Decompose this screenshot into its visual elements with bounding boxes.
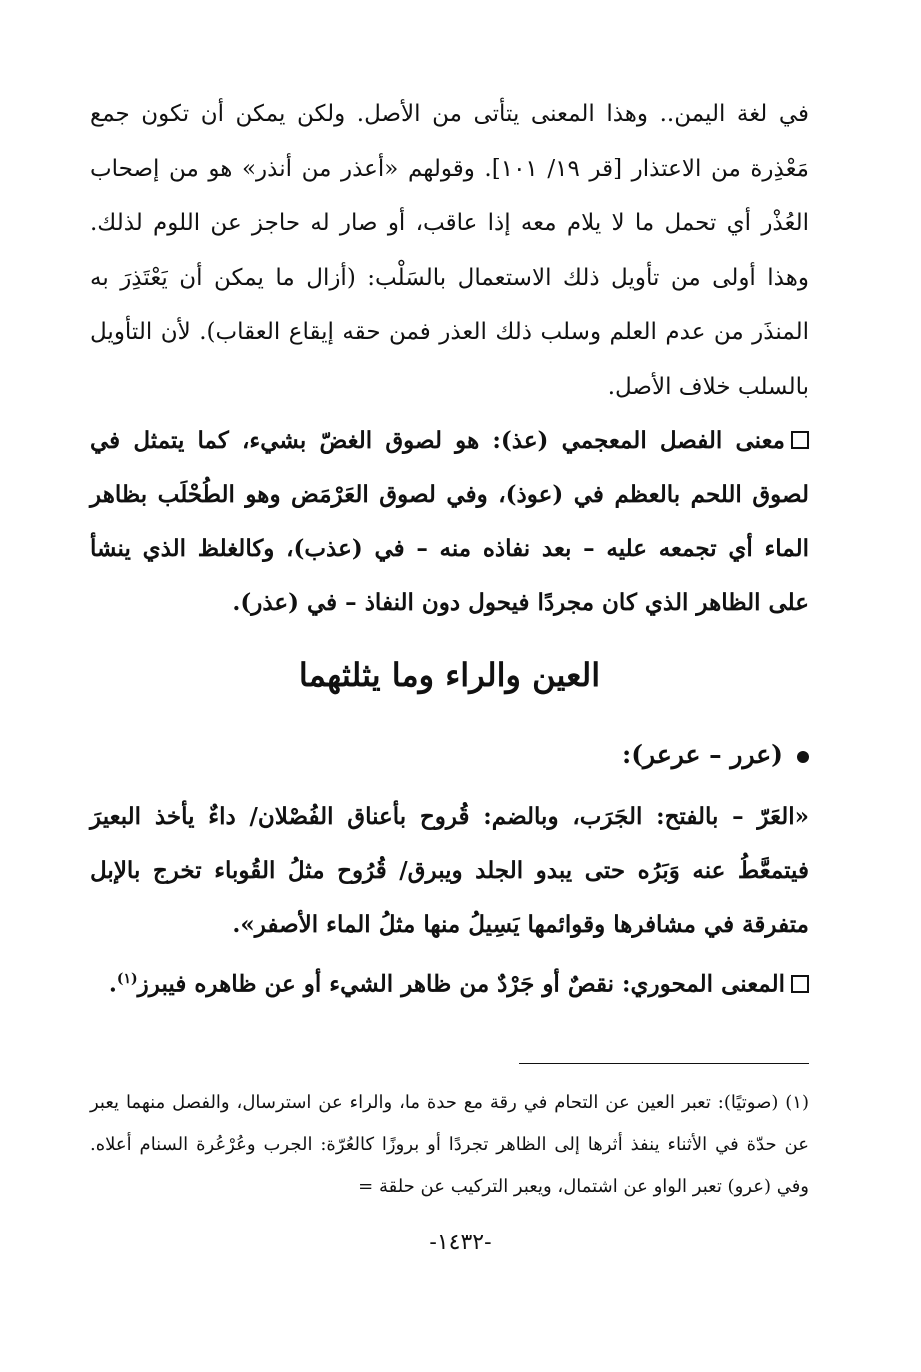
page-number: -١٤٣٢- — [429, 1230, 492, 1255]
entry-core-meaning — [90, 952, 809, 1012]
square-outline-icon — [791, 431, 809, 449]
paragraph-lexical-meaning — [90, 414, 809, 630]
entry-end-mark: . — [108, 970, 117, 998]
entry-title: (عرر – عرعر): — [622, 740, 783, 769]
footnote-reference[interactable]: (١) — [116, 971, 138, 987]
paragraph-lexical-meaning-text: معنى الفصل المعجمي (عذ): هو لصوق الغضّ بشيء، كما يتمثل في لصوق اللحم بالعظم في (عوذ)، وفي لصوق العَرْمَض وهو الطُحْلَب بظاهر الماء أي تجمعه عليه – بعد نفاذه منه – في (عذب)، وكالغلظ الذي ينشأ على الظاهر الذي كان مجردًا فيحول دون النفاذ – في (عذر). — [90, 427, 809, 616]
footnote-separator — [519, 1063, 809, 1064]
filled-circle-icon — [797, 751, 809, 763]
entry-core-meaning-text: المعنى المحوري: نقصٌ أو جَرْدٌ من ظاهر الشيء أو عن ظاهره فيبرز — [137, 970, 785, 998]
section-heading: العين والراء وما يثلثهما — [298, 656, 601, 694]
entry-title-line — [90, 740, 809, 769]
entry-quote: «العَرّ – بالفتح: الجَرَب، وبالضم: قُروح بأعناق الفُصْلان/ داءٌ يأخذ البعيرَ فيتمعَّطُ عنه وَبَرُه حتى يبدو الجلد ويبرق/ قُرُوح مثلُ القُوباء تخرج بالإبل متفرقة في مشافرها وقوائمها يَسِيلُ منها مثلُ الماء الأصفر». — [90, 803, 809, 938]
paragraph-intro: في لغة اليمن.. وهذا المعنى يتأتى من الأصل. ولكن يمكن أن تكون جمع مَعْذِرة من الاعتذار [قر ١٩/ ١٠١]. وقولهم «أعذر من أنذر» هو من إصحاب العُذْر أي تحمل ما لا يلام معه إذا عاقب، أو صار له حاجز عن اللوم لذلك. وهذا أولى من تأويل ذلك الاستعمال بالسَلْب: (أزال ما يمكن أن يَعْتَذِرَ به المنذَر من عدم العلم وسلب ذلك العذر فمن حقه إيقاع العقاب). لأن التأويل بالسلب خلاف الأصل. — [90, 101, 809, 400]
square-outline-icon — [791, 975, 809, 993]
footnote-text: (١) (صوتيًا): تعبر العين عن التحام في رقة مع حدة ما، والراء عن استرسال، والفصل منهما يعبر عن حدّة في الأثناء ينفذ أثرها إلى الظاهر تجردًا أو بروزًا كالعُرّة: الجرب وعُرْعُرة السنام أعلاه. وفي (عرو) تعبر الواو عن اشتمال، ويعبر التركيب عن حلقة = — [90, 1092, 809, 1197]
body-text-top — [90, 87, 809, 630]
body-text-entry — [90, 790, 809, 1012]
